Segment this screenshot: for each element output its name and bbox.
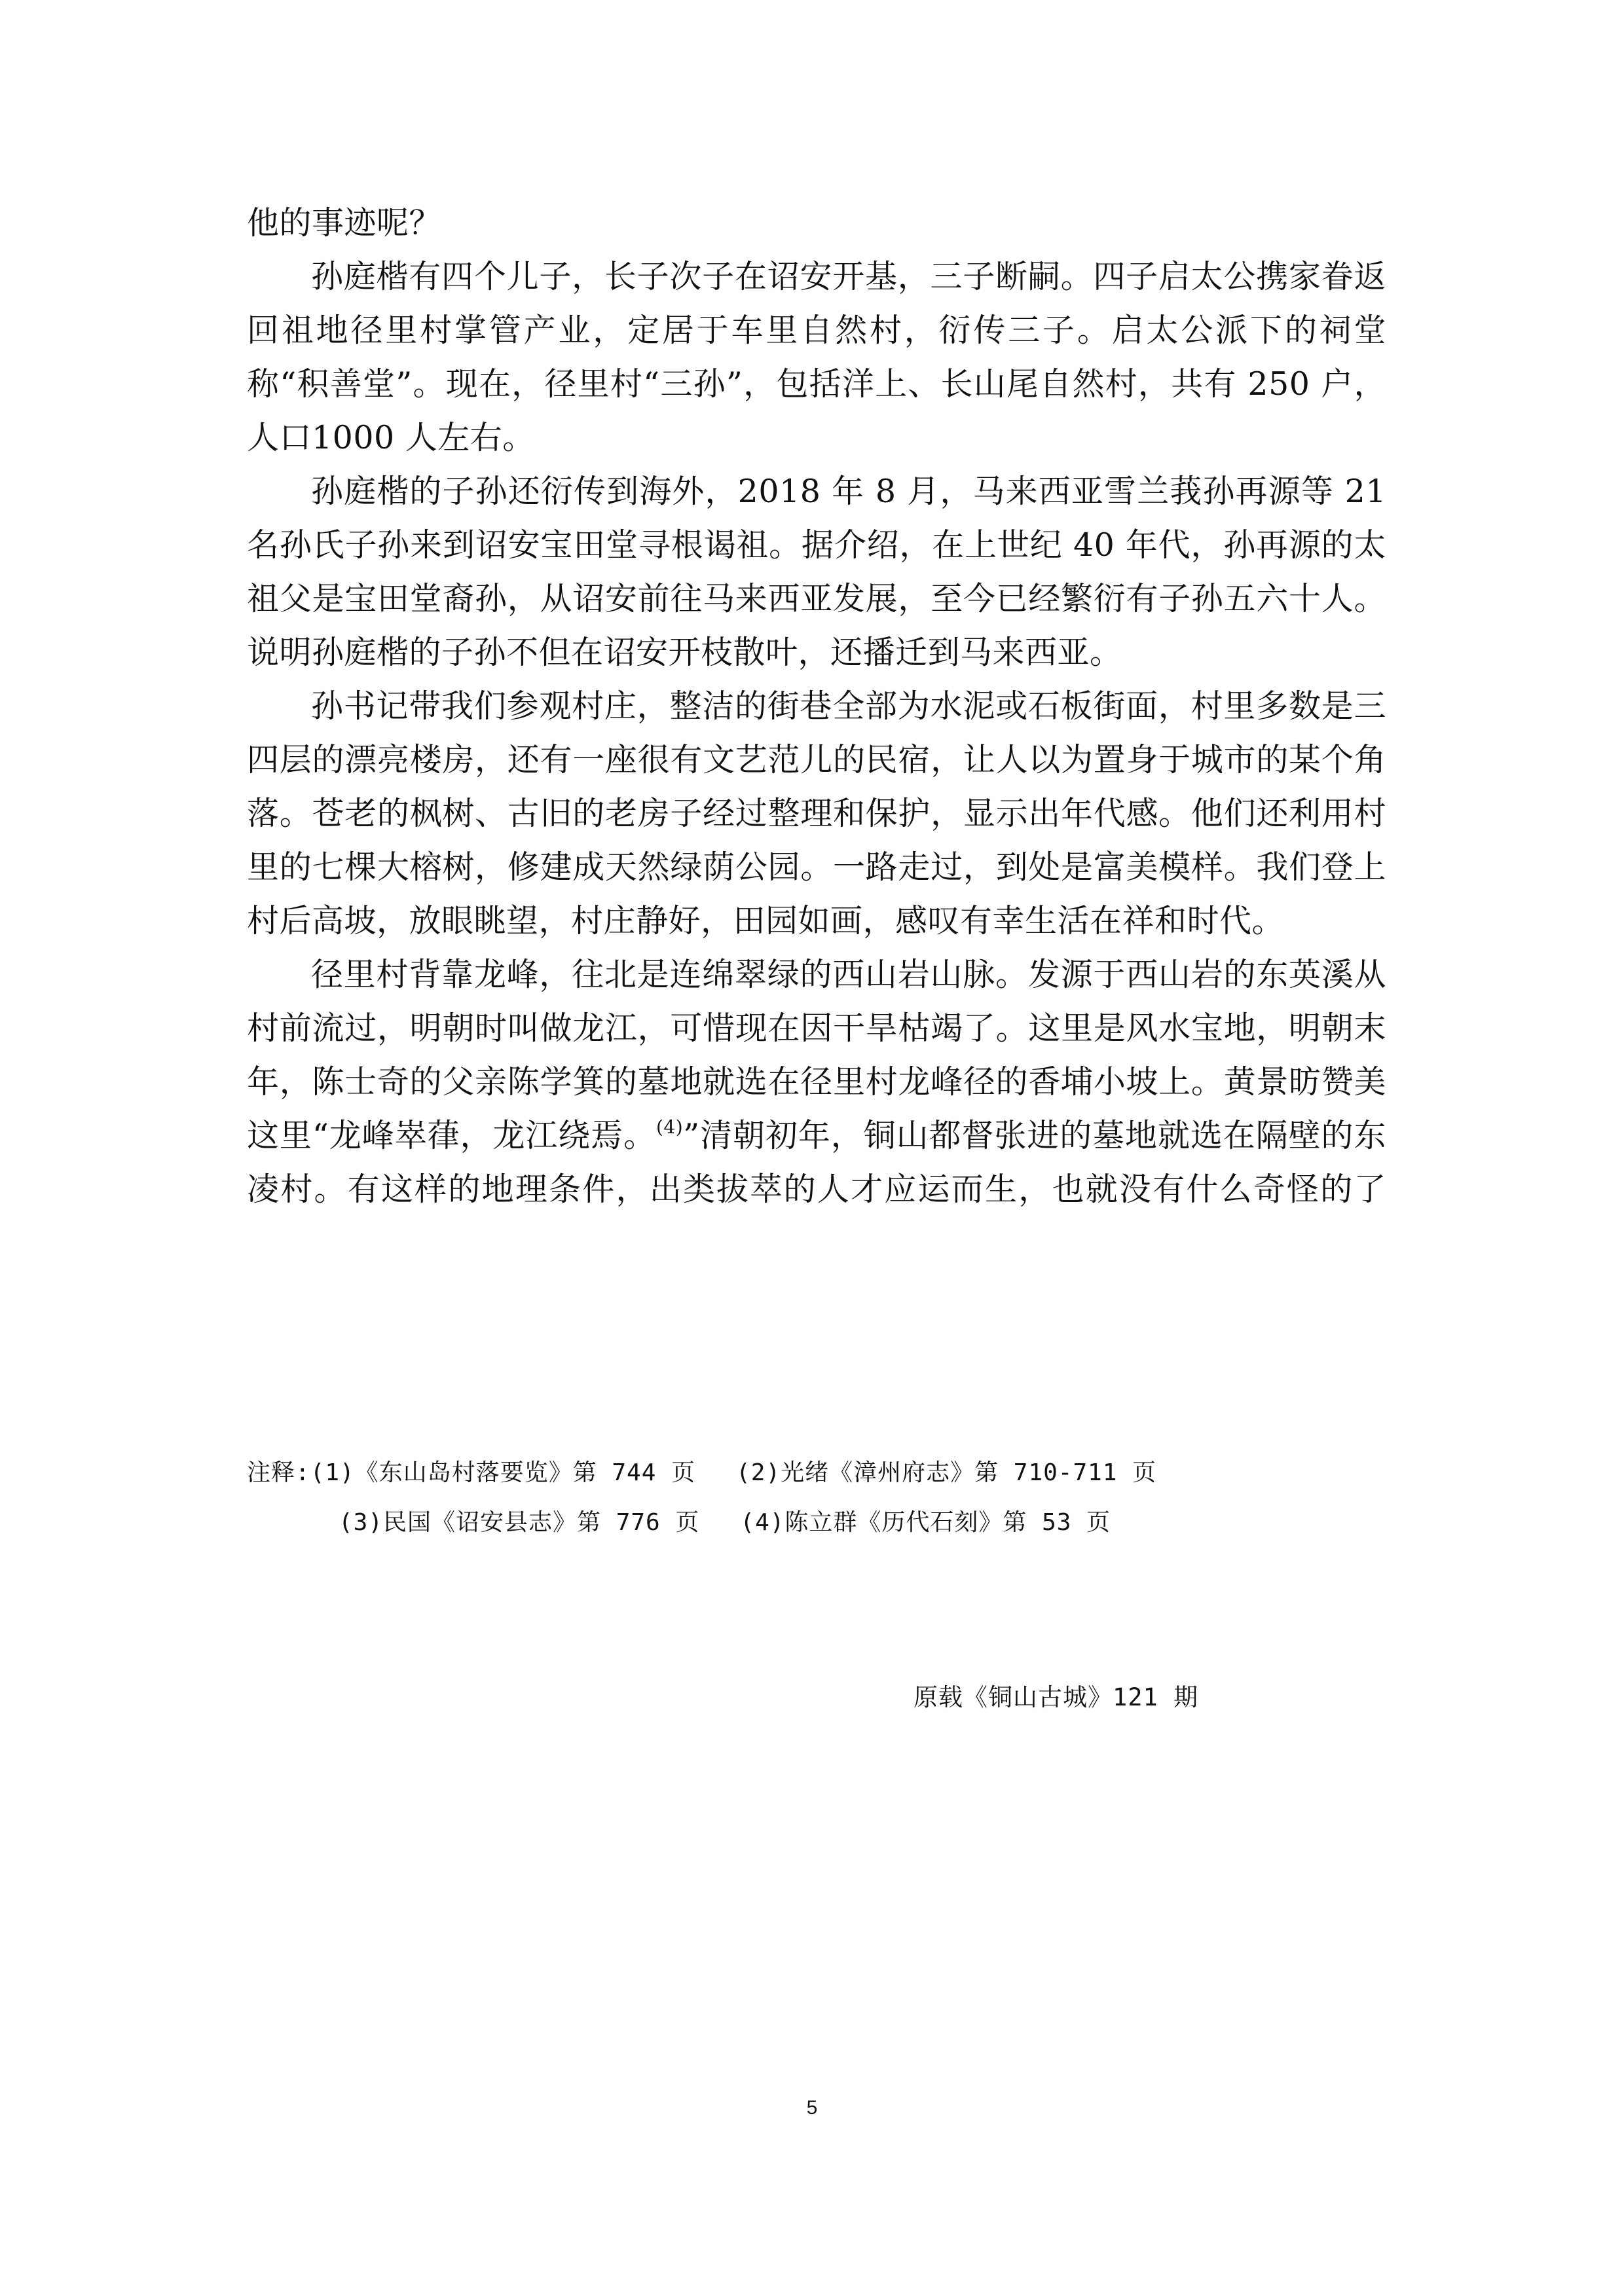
paragraph-text: ”清朝初年，铜山都督张进的墓地就选在隔壁的东凌村。有这样的地理条件，出类拔萃的人才应运而生，也就没有什么奇怪的了	[247, 1117, 1386, 1208]
footnotes-label: 注释:	[247, 1459, 310, 1486]
source-citation: 原载《铜山古城》121 期	[913, 1683, 1199, 1711]
footnote-mark: (4)	[655, 1116, 684, 1138]
footnote-item: (3)民国《诏安县志》第 776 页	[339, 1509, 700, 1536]
footnote-item: (2)光绪《漳州府志》第 710-711 页	[736, 1459, 1157, 1486]
footnote-row	[247, 1498, 1386, 1548]
paragraph: 孙庭楷有四个儿子，长子次子在诏安开基，三子断嗣。四子启太公携家眷返回祖地径里村掌管产业，定居于车里自然村，衍传三子。启太公派下的祠堂称“积善堂”。现在，径里村“三孙”，包括洋上、长山尾自然村，共有 250 户，人口1000 人左右。	[247, 258, 1386, 456]
footnote-item: (1)《东山岛村落要览》第 744 页	[310, 1459, 696, 1486]
footnote-row	[247, 1448, 1386, 1498]
paragraph: 他的事迹呢？	[247, 204, 442, 242]
page-number: 5	[806, 2097, 818, 2119]
footnotes	[247, 1448, 1386, 1548]
paragraph-text: 径里村背靠龙峰，往北是连绵翠绿的西山岩山脉。发源于西山岩的东英溪从村前流过，明朝时叫做龙江，可惜现在因干旱枯竭了。这里是风水宝地，明朝末年，陈士奇的父亲陈学箕的墓地就选在径里村龙峰径的香埔小坡上。黄景昉赞美这里“龙峰崒葎，龙江绕焉。	[247, 956, 1386, 1154]
paragraph	[247, 948, 1386, 1216]
paragraph: 孙庭楷的子孙还衍传到海外，2018 年 8 月，马来西亚雪兰莪孙再源等 21 名孙氏子孙来到诏安宝田堂寻根谒祖。据介绍，在上世纪 40 年代，孙再源的太祖父是宝田堂裔孙，从诏安前往马来西亚发展，至今已经繁衍有子孙五六十人。说明孙庭楷的子孙不但在诏安开枝散叶，还播迁到马来西亚。	[247, 473, 1386, 671]
paragraph: 孙书记带我们参观村庄，整洁的街巷全部为水泥或石板街面，村里多数是三四层的漂亮楼房，还有一座很有文艺范儿的民宿，让人以为置身于城市的某个角落。苍老的枫树、古旧的老房子经过整理和保护，显示出年代感。他们还利用村里的七棵大榕树，修建成天然绿荫公园。一路走过，到处是富美模样。我们登上村后高坡，放眼眺望，村庄静好，田园如画，感叹有幸生活在祥和时代。	[247, 687, 1386, 939]
article-body	[247, 196, 1386, 1216]
footnote-item: (4)陈立群《历代石刻》第 53 页	[740, 1509, 1111, 1536]
